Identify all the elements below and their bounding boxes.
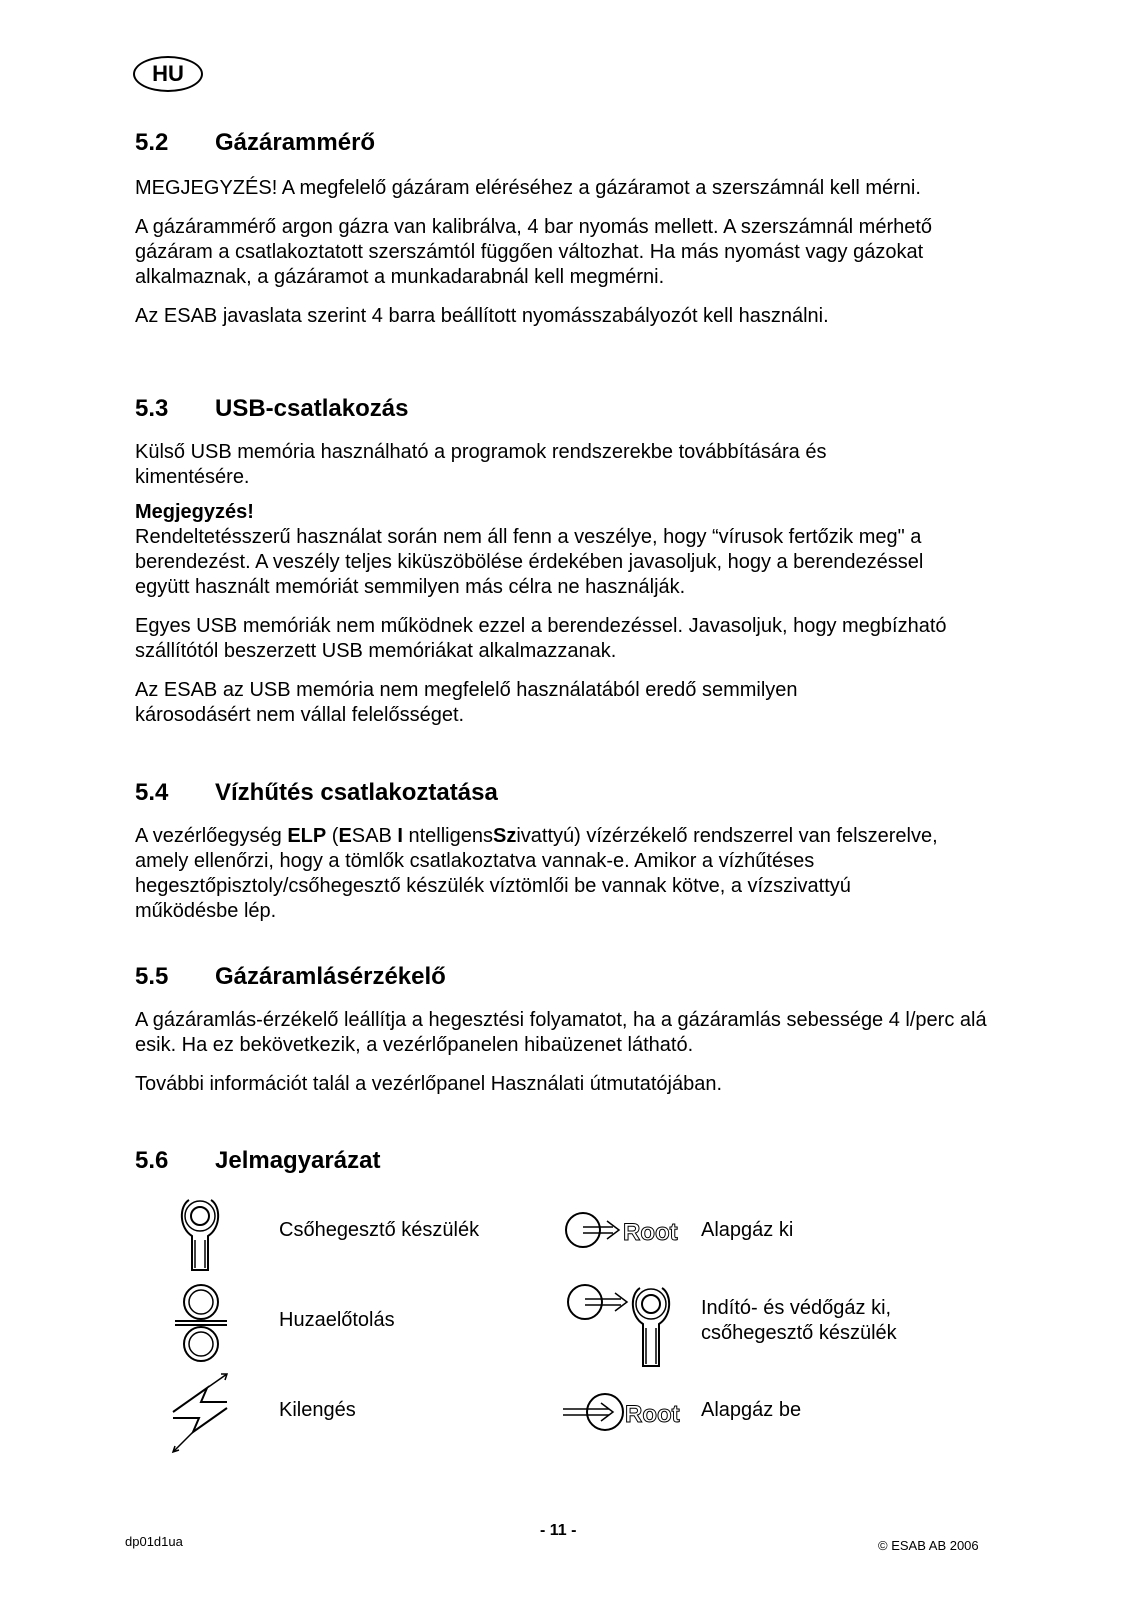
section-number: 5.4 [135, 779, 169, 806]
paragraph: A gázárammérő argon gázra van kalibrálva, 4 bar nyomás mellett. A szerszámnál mérhető gázáram a csatlakoztatott szerszámtól függően változhat. Ha más nyomást vagy gázokat alkalmaznak, a gázáramot a munkadarabnál kell megmérni. [135, 216, 933, 288]
text-run: ( [326, 825, 339, 847]
paragraph: A gázáramlás-érzékelő leállítja a hegesztési folyamatot, ha a gázáramlás sebessége 4 l/perc alá esik. Ha ez bekövetkezik, a vezérlőpanelen hibaüzenet látható. [135, 1009, 987, 1056]
section-number: 5.2 [135, 129, 169, 156]
root-icon-text: Root [625, 1401, 680, 1428]
wire-feed-icon [173, 1282, 229, 1364]
section-title: Gázárammérő [215, 129, 376, 156]
legend-label: Huzaelőtolás [279, 1309, 395, 1331]
legend-label [701, 1296, 897, 1346]
symbol-legend [135, 1194, 1015, 1494]
section-number: 5.5 [135, 963, 169, 990]
legend-label-line: csőhegesztő készülék [701, 1322, 897, 1344]
copyright: © ESAB AB 2006 [878, 1538, 979, 1553]
text-run: ntelligens [402, 825, 493, 847]
text-run: SAB [351, 825, 398, 847]
text-run: ivattyú) vízérzékelő rendszerrel van felszerelve, amely ellenőrzi, hogy a tömlők csatlakoztatva vannak-e. Amikor a vízhűtéses hegesztőpisztoly/csőhegesztő készülék víztömlői be vannak kötve, a vízszivattyú működésbe lép. [135, 825, 938, 922]
section-title: USB-csatlakozás [215, 395, 409, 422]
section-number: 5.3 [135, 395, 169, 422]
note-label: Megjegyzés! [135, 501, 254, 523]
section-title: Gázáramlásérzékelő [215, 963, 446, 990]
bold-run: E [338, 825, 352, 847]
section-usb-connection [135, 392, 965, 728]
legend-label: Alapgáz ki [701, 1219, 794, 1241]
section-number: 5.6 [135, 1147, 169, 1174]
page-number: - 11 - [540, 1522, 577, 1539]
section-title: Vízhűtés csatlakoztatása [215, 779, 498, 806]
paragraph: Az ESAB javaslata szerint 4 barra beállított nyomásszabályozót kell használni. [135, 305, 829, 327]
section-title: Jelmagyarázat [215, 1147, 381, 1174]
section-heading [135, 126, 985, 160]
document-code: dp01d1ua [125, 1534, 183, 1549]
paragraph: További információt talál a vezérlőpanel Használati útmutatójában. [135, 1073, 723, 1095]
section-heading [135, 960, 1005, 994]
bold-run: ELP [287, 825, 327, 847]
paragraph: MEGJEGYZÉS! A megfelelő gázáram eléréséhez a gázáramot a szerszámnál kell mérni. [135, 177, 921, 199]
section-heading [135, 1144, 380, 1178]
paragraph: Rendeltetésszerű használat során nem áll fenn a veszélye, hogy “vírusok fertőzik meg" a berendezést. A veszély teljes kiküszöbölése érdekében javasoljuk, hogy a berendezéssel együtt használt memóriát semmilyen más célra ne használják. [135, 526, 924, 598]
language-badge: HU [133, 56, 203, 92]
bold-run: I [397, 825, 403, 847]
orbital-tool-icon [175, 1194, 225, 1274]
section-gas-flow-sensor [135, 960, 1005, 1097]
section-water-cooling [135, 776, 955, 924]
legend-label: Kilengés [279, 1399, 356, 1421]
text-run: A vezérlőegység [135, 825, 288, 847]
paragraph: Egyes USB memóriák nem működnek ezzel a berendezéssel. Javasoljuk, hogy megbízható szállítótól beszerzett USB memóriákat alkalmazzanak. [135, 615, 947, 662]
start-shield-gas-off-icon [565, 1280, 681, 1370]
oscillation-icon [167, 1372, 233, 1454]
paragraph: Az ESAB az USB memória nem megfelelő használatából eredő semmilyen károsodásért nem vállal felelősséget. [135, 679, 798, 726]
root-icon-text: Root [623, 1219, 678, 1246]
section-heading [135, 776, 955, 810]
section-heading [135, 392, 965, 426]
legend-label: Alapgáz be [701, 1399, 802, 1421]
section-gas-flow-meter [135, 126, 985, 329]
section-legend [135, 1144, 897, 1428]
bold-run: Sz [493, 825, 517, 847]
legend-label-line: Indító- és védőgáz ki, [701, 1297, 892, 1319]
root-gas-off-icon [563, 1208, 689, 1252]
paragraph [135, 824, 955, 924]
legend-label: Csőhegesztő készülék [279, 1219, 480, 1241]
paragraph: Külső USB memória használható a programok rendszerekbe továbbítására és kimentésére. [135, 441, 827, 488]
root-gas-on-icon [561, 1388, 689, 1436]
